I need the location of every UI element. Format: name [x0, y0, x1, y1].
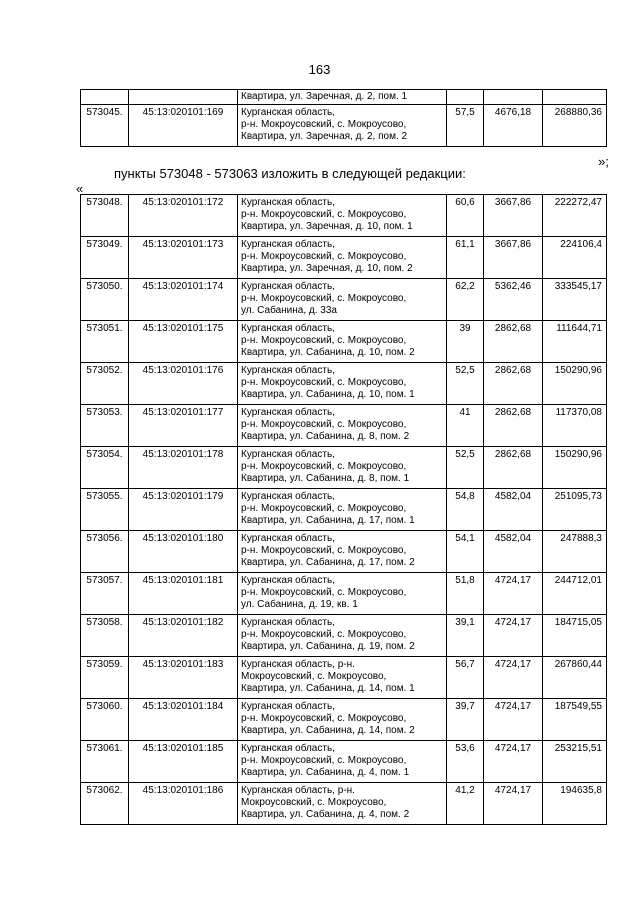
- row-number: 573054.: [81, 447, 129, 489]
- table-row: [81, 657, 607, 699]
- cadastral-cost: 253215,51: [543, 741, 607, 783]
- cadastral-cost: 117370,08: [543, 405, 607, 447]
- cadastral-number: 45:13:020101:178: [129, 447, 238, 489]
- address: Квартира, ул. Заречная, д. 2, пом. 1: [238, 90, 447, 105]
- cadastral-cost: [543, 90, 607, 105]
- cadastral-number: 45:13:020101:175: [129, 321, 238, 363]
- row-number: 573060.: [81, 699, 129, 741]
- row-number: 573055.: [81, 489, 129, 531]
- price-per-unit: 4724,17: [484, 741, 543, 783]
- area: 39: [447, 321, 484, 363]
- table-row: [81, 783, 607, 825]
- area: 41,2: [447, 783, 484, 825]
- price-per-unit: 4676,18: [484, 105, 543, 147]
- area: 60,6: [447, 195, 484, 237]
- cadastral-number: 45:13:020101:176: [129, 363, 238, 405]
- price-per-unit: [484, 90, 543, 105]
- address: Курганская область, р-н. Мокроусовский, с. Мокроусово, Квартира, ул. Заречная, д. 2, пом. 2: [238, 105, 447, 147]
- address: Курганская область, р-н. Мокроусовский, с. Мокроусово, Квартира, ул. Сабанина, д. 10, пом. 1: [238, 363, 447, 405]
- area: 39,1: [447, 615, 484, 657]
- page-number: 163: [308, 62, 331, 77]
- cadastral-number: 45:13:020101:174: [129, 279, 238, 321]
- cadastral-number: 45:13:020101:184: [129, 699, 238, 741]
- price-per-unit: 4724,17: [484, 699, 543, 741]
- price-per-unit: 4724,17: [484, 783, 543, 825]
- row-number: 573061.: [81, 741, 129, 783]
- address: Курганская область, р-н. Мокроусовский, с. Мокроусово, Квартира, ул. Сабанина, д. 8, пом. 1: [238, 447, 447, 489]
- cadastral-cost: 194635,8: [543, 783, 607, 825]
- row-number: 573062.: [81, 783, 129, 825]
- amendment-instruction: пункты 573048 - 573063 изложить в следующей редакции:: [114, 166, 466, 181]
- price-per-unit: 4724,17: [484, 615, 543, 657]
- price-per-unit: 4724,17: [484, 573, 543, 615]
- area: 51,8: [447, 573, 484, 615]
- cadastral-cost: 150290,96: [543, 447, 607, 489]
- opening-quote: «: [76, 181, 84, 196]
- cadastral-cost: 187549,55: [543, 699, 607, 741]
- table-row: [81, 531, 607, 573]
- cadastral-cost: 333545,17: [543, 279, 607, 321]
- address: Курганская область, р-н. Мокроусовский, с. Мокроусово, Квартира, ул. Сабанина, д. 8, пом. 2: [238, 405, 447, 447]
- address: Курганская область, р-н. Мокроусовский, с. Мокроусово, ул. Сабанина, д. 33а: [238, 279, 447, 321]
- row-number: 573048.: [81, 195, 129, 237]
- row-number: 573051.: [81, 321, 129, 363]
- area: 61,1: [447, 237, 484, 279]
- address: Курганская область, р-н. Мокроусовский, с. Мокроусово, Квартира, ул. Сабанина, д. 4, пом. 2: [238, 783, 447, 825]
- cadastral-number: 45:13:020101:179: [129, 489, 238, 531]
- area: 52,5: [447, 447, 484, 489]
- cadastral-number: 45:13:020101:183: [129, 657, 238, 699]
- price-per-unit: 4582,04: [484, 531, 543, 573]
- area: [447, 90, 484, 105]
- table-row: [81, 741, 607, 783]
- price-per-unit: 2862,68: [484, 447, 543, 489]
- address: Курганская область, р-н. Мокроусовский, с. Мокроусово, Квартира, ул. Сабанина, д. 19, пом. 2: [238, 615, 447, 657]
- cadastral-number: 45:13:020101:186: [129, 783, 238, 825]
- price-per-unit: 3667,86: [484, 195, 543, 237]
- table-row: [81, 90, 607, 105]
- price-per-unit: 5362,46: [484, 279, 543, 321]
- table-row: [81, 279, 607, 321]
- price-per-unit: 4724,17: [484, 657, 543, 699]
- cadastral-number: 45:13:020101:185: [129, 741, 238, 783]
- area: 56,7: [447, 657, 484, 699]
- table-row: [81, 699, 607, 741]
- table-row: [81, 195, 607, 237]
- cadastral-cost: 222272,47: [543, 195, 607, 237]
- address: Курганская область, р-н. Мокроусовский, с. Мокроусово, Квартира, ул. Заречная, д. 10, пом. 2: [238, 237, 447, 279]
- row-number: 573056.: [81, 531, 129, 573]
- cadastral-cost: 247888,3: [543, 531, 607, 573]
- address: Курганская область, р-н. Мокроусовский, с. Мокроусово, Квартира, ул. Сабанина, д. 17, пом. 2: [238, 531, 447, 573]
- table-row: [81, 105, 607, 147]
- cadastral-number: 45:13:020101:181: [129, 573, 238, 615]
- row-number: 573052.: [81, 363, 129, 405]
- cadastral-cost: 267860,44: [543, 657, 607, 699]
- area: 54,1: [447, 531, 484, 573]
- cadastral-number: 45:13:020101:180: [129, 531, 238, 573]
- price-per-unit: 4582,04: [484, 489, 543, 531]
- row-number: [81, 90, 129, 105]
- table-row: [81, 489, 607, 531]
- row-number: 573045.: [81, 105, 129, 147]
- cadastral-number: 45:13:020101:172: [129, 195, 238, 237]
- area: 52,5: [447, 363, 484, 405]
- price-per-unit: 3667,86: [484, 237, 543, 279]
- cadastral-cost: 150290,96: [543, 363, 607, 405]
- table-row: [81, 363, 607, 405]
- cadastral-cost: 244712,01: [543, 573, 607, 615]
- closing-quote: »;: [598, 154, 609, 169]
- table-row: [81, 405, 607, 447]
- table-row: [81, 237, 607, 279]
- property-table: [80, 194, 607, 825]
- address: Курганская область, р-н. Мокроусовский, с. Мокроусово, ул. Сабанина, д. 19, кв. 1: [238, 573, 447, 615]
- cadastral-cost: 224106,4: [543, 237, 607, 279]
- table-row: [81, 615, 607, 657]
- cadastral-number: [129, 90, 238, 105]
- cadastral-number: 45:13:020101:177: [129, 405, 238, 447]
- area: 62,2: [447, 279, 484, 321]
- address: Курганская область, р-н. Мокроусовский, с. Мокроусово, Квартира, ул. Сабанина, д. 17, пом. 1: [238, 489, 447, 531]
- row-number: 573059.: [81, 657, 129, 699]
- property-table-continued: [80, 89, 607, 147]
- cadastral-cost: 111644,71: [543, 321, 607, 363]
- row-number: 573058.: [81, 615, 129, 657]
- price-per-unit: 2862,68: [484, 321, 543, 363]
- address: Курганская область, р-н. Мокроусовский, с. Мокроусово, Квартира, ул. Сабанина, д. 14, пом. 1: [238, 657, 447, 699]
- area: 57,5: [447, 105, 484, 147]
- cadastral-cost: 268880,36: [543, 105, 607, 147]
- address: Курганская область, р-н. Мокроусовский, с. Мокроусово, Квартира, ул. Сабанина, д. 14, пом. 2: [238, 699, 447, 741]
- table-row: [81, 321, 607, 363]
- table-row: [81, 573, 607, 615]
- row-number: 573050.: [81, 279, 129, 321]
- cadastral-cost: 184715,05: [543, 615, 607, 657]
- area: 53,6: [447, 741, 484, 783]
- cadastral-cost: 251095,73: [543, 489, 607, 531]
- area: 54,8: [447, 489, 484, 531]
- address: Курганская область, р-н. Мокроусовский, с. Мокроусово, Квартира, ул. Заречная, д. 10, пом. 1: [238, 195, 447, 237]
- address: Курганская область, р-н. Мокроусовский, с. Мокроусово, Квартира, ул. Сабанина, д. 4, пом. 1: [238, 741, 447, 783]
- price-per-unit: 2862,68: [484, 405, 543, 447]
- cadastral-number: 45:13:020101:182: [129, 615, 238, 657]
- price-per-unit: 2862,68: [484, 363, 543, 405]
- area: 41: [447, 405, 484, 447]
- cadastral-number: 45:13:020101:169: [129, 105, 238, 147]
- row-number: 573053.: [81, 405, 129, 447]
- address: Курганская область, р-н. Мокроусовский, с. Мокроусово, Квартира, ул. Сабанина, д. 10, пом. 2: [238, 321, 447, 363]
- row-number: 573057.: [81, 573, 129, 615]
- area: 39,7: [447, 699, 484, 741]
- table-row: [81, 447, 607, 489]
- cadastral-number: 45:13:020101:173: [129, 237, 238, 279]
- row-number: 573049.: [81, 237, 129, 279]
